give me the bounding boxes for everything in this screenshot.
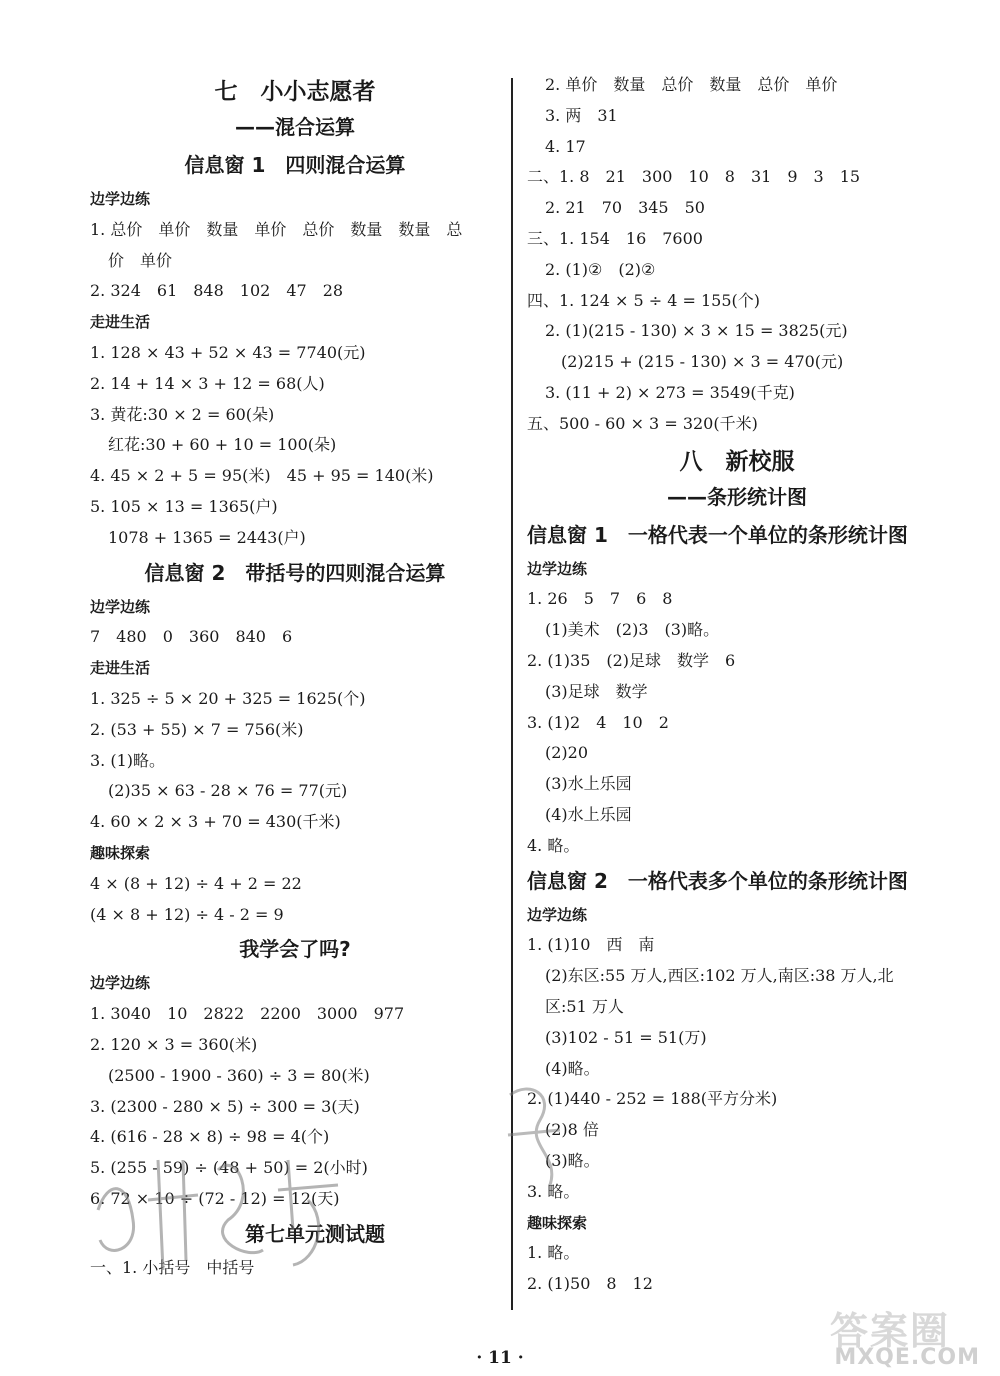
answer-line: 3. (2300 - 280 × 5) ÷ 300 = 3(天) xyxy=(90,1096,360,1116)
section-heading: 我学会了吗? xyxy=(239,937,351,962)
answer-line: (2)20 xyxy=(545,743,589,763)
chapter-subtitle: ——条形统计图 xyxy=(667,484,807,509)
chapter-subtitle: ——混合运算 xyxy=(235,115,355,139)
handwriting-mark xyxy=(500,1075,570,1195)
answer-line: 2. 14 + 14 × 3 + 12 = 68(人) xyxy=(90,373,325,393)
answer-line: 1. 26 5 7 6 8 xyxy=(527,589,673,609)
answer-line: 3. (1)略。 xyxy=(90,750,166,770)
right-column xyxy=(527,70,947,1300)
answer-line: (3)水上乐园 xyxy=(545,774,632,794)
subsection-label: 趣味探索 xyxy=(527,1213,588,1232)
answer-line: (1)美术 (2)3 (3)略。 xyxy=(545,620,720,640)
answer-line: 3. (1)2 4 10 2 xyxy=(527,712,669,732)
answer-line: 4. (616 - 28 × 8) ÷ 98 = 4(个) xyxy=(90,1127,330,1147)
answer-line: 1. 128 × 43 + 52 × 43 = 7740(元) xyxy=(90,342,366,362)
answer-line: 2. (1)35 (2)足球 数学 6 xyxy=(527,650,736,670)
answer-line: 1. 略。 xyxy=(527,1243,580,1263)
answer-line: (3)102 - 51 = 51(万) xyxy=(545,1027,707,1047)
answer-line: 区:51 万人 xyxy=(545,996,624,1016)
answer-line: (2500 - 1900 - 360) ÷ 3 = 80(米) xyxy=(108,1065,370,1085)
answer-line: 红花:30 + 60 + 10 = 100(朵) xyxy=(108,435,337,455)
answer-line: (2)东区:55 万人,西区:102 万人,南区:38 万人,北 xyxy=(545,966,894,986)
answer-line: 二、1. 8 21 300 10 8 31 9 3 15 xyxy=(527,167,861,187)
answer-line: 五、500 - 60 × 3 = 320(千米) xyxy=(527,413,758,433)
subsection-label: 边学边练 xyxy=(527,905,588,924)
site-watermark xyxy=(770,1300,980,1370)
answer-line: 3. 略。 xyxy=(527,1181,580,1201)
answer-line: (4)略。 xyxy=(545,1058,600,1078)
subsection-label: 边学边练 xyxy=(90,190,151,208)
answer-line: 四、1. 124 × 5 ÷ 4 = 155(个) xyxy=(527,290,761,310)
watermark-url: MXQE.COM xyxy=(834,1345,980,1370)
answer-line: (2)215 + (215 - 130) × 3 = 470(元) xyxy=(545,352,844,372)
answer-line: (2)8 倍 xyxy=(545,1120,599,1140)
answer-line: 2. 120 × 3 = 360(米) xyxy=(90,1034,258,1054)
watermark-logo-text: 答案圈 xyxy=(829,1309,950,1353)
answer-line: (2)35 × 63 - 28 × 76 = 77(元) xyxy=(108,781,348,801)
answer-line: (3)略。 xyxy=(545,1150,600,1170)
answer-line: 2. (53 + 55) × 7 = 756(米) xyxy=(90,719,304,739)
answer-line: 2. 单价 数量 总价 数量 总价 单价 xyxy=(545,75,838,94)
answer-line: 7 480 0 360 840 6 xyxy=(90,627,293,647)
chapter-title: 八 新校服 xyxy=(679,448,795,475)
answer-line: 1. (1)10 西 南 xyxy=(527,935,655,955)
answer-line: 4. 略。 xyxy=(527,835,580,855)
answer-line: 4 × (8 + 12) ÷ 4 + 2 = 22 xyxy=(90,873,302,893)
section-heading: 信息窗 2 带括号的四则混合运算 xyxy=(144,560,446,585)
answer-line: 4. 60 × 2 × 3 + 70 = 430(千米) xyxy=(90,812,341,832)
answer-line: 4. 17 xyxy=(545,136,586,156)
answer-line: 5. (255 - 59) ÷ (48 + 50) = 2(小时) xyxy=(90,1158,368,1178)
section-heading: 信息窗 2 一格代表多个单位的条形统计图 xyxy=(527,868,908,893)
answer-line: 1. 325 ÷ 5 × 20 + 325 = 1625(个) xyxy=(90,688,366,708)
answer-line: 1. 总价 单价 数量 单价 总价 数量 数量 总 xyxy=(90,219,463,239)
handwriting-scribble xyxy=(88,1140,358,1280)
answer-line: 2. 324 61 848 102 47 28 xyxy=(90,281,344,301)
answer-line: 2. (1)50 8 12 xyxy=(527,1274,653,1294)
answer-line: (3)足球 数学 xyxy=(545,681,648,701)
answer-line: 3. 黄花:30 × 2 = 60(朵) xyxy=(90,404,275,424)
answer-line: 1078 + 1365 = 2443(户) xyxy=(108,527,306,547)
section-heading: 第七单元测试题 xyxy=(205,1221,385,1246)
section-heading: 信息窗 1 一格代表一个单位的条形统计图 xyxy=(527,522,908,547)
answer-line: 价 单价 xyxy=(108,250,173,270)
subsection-label: 边学边练 xyxy=(90,974,151,993)
subsection-label: 边学边练 xyxy=(90,597,151,616)
answer-line: 2. (1)440 - 252 = 188(平方分米) xyxy=(527,1089,778,1109)
section-heading: 信息窗 1 四则混合运算 xyxy=(184,153,406,177)
page-number: · 11 · xyxy=(476,1348,524,1368)
answer-line: (4 × 8 + 12) ÷ 4 - 2 = 9 xyxy=(90,904,284,924)
subsection-label: 走进生活 xyxy=(90,313,151,332)
answer-line: 2. (1)(215 - 130) × 3 × 15 = 3825(元) xyxy=(545,321,848,341)
answer-line: 5. 105 × 13 = 1365(户) xyxy=(90,496,278,516)
left-column xyxy=(90,70,500,1284)
answer-line: (4)水上乐园 xyxy=(545,804,632,824)
subsection-label: 边学边练 xyxy=(527,559,588,578)
answer-line: 3. 两 31 xyxy=(545,105,618,125)
answer-line: 1. 3040 10 2822 2200 3000 977 xyxy=(90,1004,405,1024)
answer-line: 三、1. 154 16 7600 xyxy=(527,228,703,248)
subsection-label: 走进生活 xyxy=(90,659,151,678)
answer-line: 4. 45 × 2 + 5 = 95(米) 45 + 95 = 140(米) xyxy=(90,466,434,486)
answer-line: 2. 21 70 345 50 xyxy=(545,198,705,218)
answer-line: 2. (1)② (2)② xyxy=(545,259,656,279)
answer-line: 一、1. 小括号 中括号 xyxy=(90,1257,255,1277)
answer-line: 3. (11 + 2) × 273 = 3549(千克) xyxy=(545,382,795,402)
subsection-label: 趣味探索 xyxy=(90,843,151,862)
chapter-title: 七 小小志愿者 xyxy=(214,79,376,105)
answer-line: 6. 72 × 10 ÷ (72 - 12) = 12(天) xyxy=(90,1188,340,1208)
